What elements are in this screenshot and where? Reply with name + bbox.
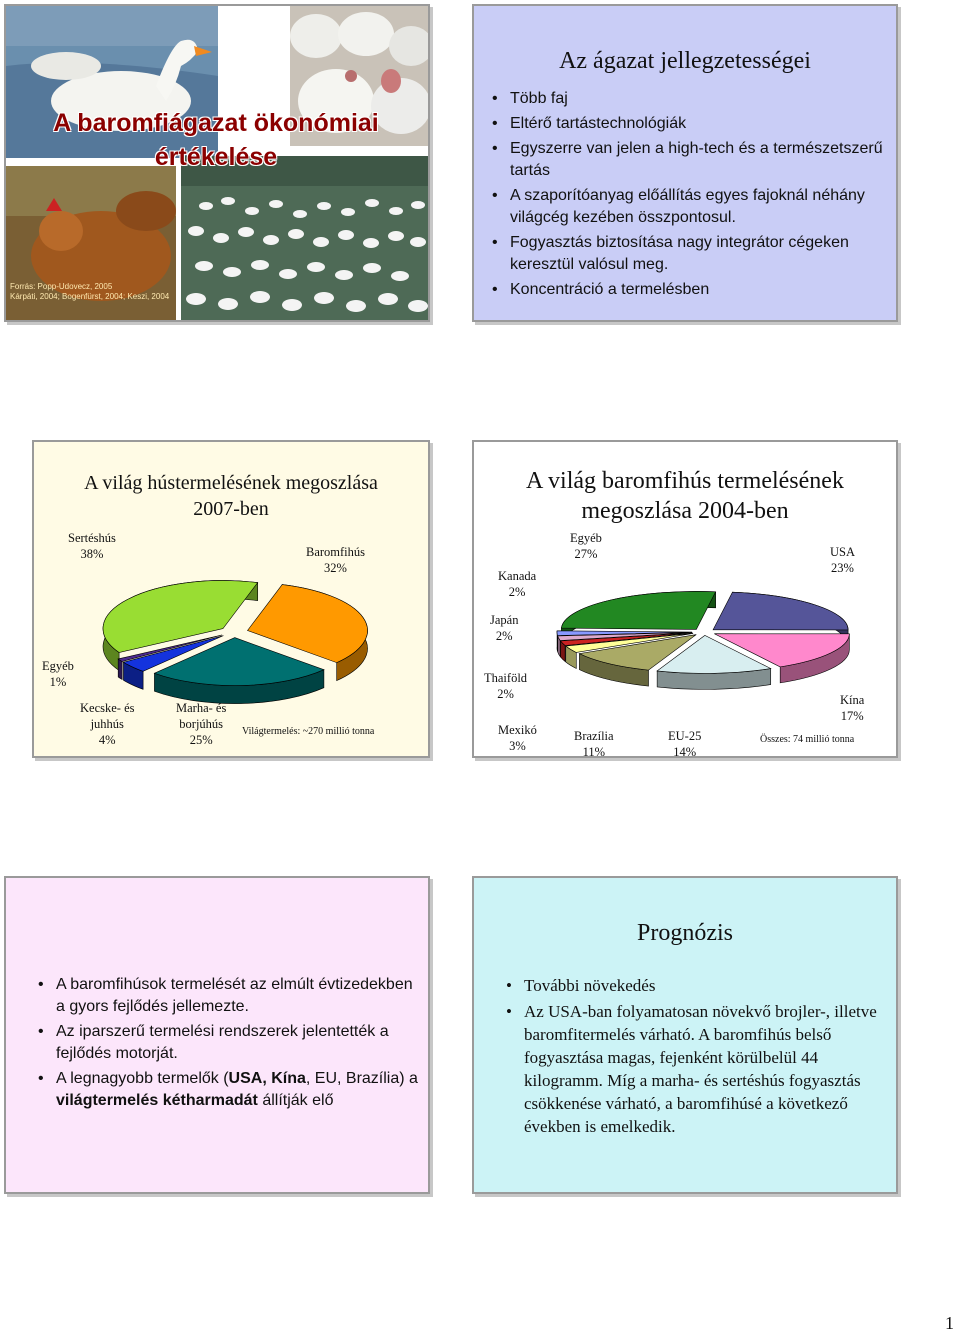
bullet-bold-two-thirds: világtermelés kétharmadát bbox=[56, 1092, 258, 1109]
label-brazilia-pct: 11% bbox=[582, 745, 606, 758]
label-marha-line-2: borjúhús bbox=[179, 717, 224, 731]
label-kecske-pct: 4% bbox=[98, 733, 116, 747]
label-kina-name: Kína bbox=[840, 693, 865, 707]
bullet-item: • Egyszerre van jelen a high-tech és a természetszerű tartás bbox=[488, 138, 888, 182]
label-kanada-pct: 2% bbox=[508, 585, 526, 599]
label-egyeb bbox=[42, 658, 74, 690]
bullet-item: • Az iparszerű termelési rendszerek jelentették a fejlődés motorját. bbox=[34, 1021, 424, 1065]
chart-title-line-2: 2007-ben bbox=[193, 498, 269, 520]
chart-title bbox=[474, 466, 896, 526]
label-usa-name: USA bbox=[830, 545, 856, 559]
label-kina bbox=[840, 692, 864, 724]
bullet-text: A legnagyobb termelők ( bbox=[56, 1070, 229, 1087]
chart-title-line-1: A világ hústermelésének megoszlása bbox=[84, 472, 378, 494]
label-mexiko bbox=[498, 722, 537, 754]
source-line-1: Forrás: Popp-Udovecz, 2005 bbox=[10, 282, 113, 291]
slide-forecast bbox=[472, 876, 898, 1194]
label-egyeb-pct: 1% bbox=[49, 675, 67, 689]
label-baromfi-pct: 32% bbox=[324, 561, 347, 575]
slide-title: Az ágazat jellegzetességei bbox=[559, 48, 811, 74]
chart-title-line-1: A világ baromfihús termelésének bbox=[526, 468, 844, 494]
bullet-item bbox=[34, 1068, 424, 1112]
label-mexiko-name: Mexikó bbox=[498, 723, 537, 737]
bullet-item: • További növekedés bbox=[502, 974, 890, 997]
slide-development bbox=[4, 876, 430, 1194]
label-sertes-pct: 38% bbox=[80, 547, 104, 561]
pie-slice-Egyéb bbox=[561, 591, 715, 629]
label-eu-name: EU-25 bbox=[668, 729, 702, 743]
label-eu bbox=[668, 728, 701, 758]
label-japan-name: Japán bbox=[490, 613, 519, 627]
title-slide-heading bbox=[26, 106, 406, 174]
label-baromfi bbox=[306, 544, 365, 576]
label-kanada bbox=[498, 568, 536, 600]
slide-poultry-production-chart bbox=[472, 440, 898, 758]
slide-meat-production-chart bbox=[32, 440, 430, 758]
bullet-bold-sep: , bbox=[262, 1070, 272, 1087]
source-line-2: Kárpáti, 2004; Bogenfürst, 2004; Keszi, 2004 bbox=[10, 292, 170, 301]
title-line-1: A baromfiágazat ökonómiai bbox=[53, 109, 379, 137]
label-egyeb bbox=[570, 530, 602, 562]
title-line-2: értékelése bbox=[154, 143, 278, 171]
label-marha bbox=[176, 700, 226, 748]
bullet-list bbox=[488, 88, 888, 304]
poultry-pie-chart bbox=[554, 582, 884, 752]
chart-title bbox=[34, 470, 428, 522]
slide-characteristics bbox=[472, 4, 898, 322]
label-sertes bbox=[68, 530, 116, 562]
label-thaifold bbox=[484, 670, 527, 702]
label-japan-pct: 2% bbox=[495, 629, 513, 643]
label-mexiko-pct: 3% bbox=[509, 739, 526, 753]
bullet-item: • Több faj bbox=[488, 88, 888, 110]
bullet-bold-usa: USA bbox=[228, 1070, 263, 1087]
label-usa-pct: 23% bbox=[831, 561, 854, 575]
pie-slice-USA bbox=[713, 592, 848, 630]
label-japan bbox=[490, 612, 518, 644]
label-kecske-line-2: juhhús bbox=[90, 717, 124, 731]
label-brazilia bbox=[574, 728, 614, 758]
bullet-item: • Koncentráció a termelésben bbox=[488, 279, 888, 301]
label-eu-pct: 14% bbox=[673, 745, 697, 758]
bullet-list bbox=[502, 974, 890, 1141]
bullet-list bbox=[34, 974, 424, 1115]
bullet-item: • Fogyasztás biztosítása nagy integrátor cégeken keresztül valósul meg. bbox=[488, 232, 888, 276]
chart-title-line-2: megoszlása 2004-ben bbox=[581, 498, 789, 524]
label-marha-line-1: Marha- és bbox=[176, 701, 227, 715]
label-total-production: Világtermelés: ~270 millió tonna bbox=[242, 726, 375, 737]
label-thaifold-name: Thaiföld bbox=[484, 671, 528, 685]
label-egyeb-name: Egyéb bbox=[42, 659, 74, 673]
label-kanada-name: Kanada bbox=[498, 569, 537, 583]
bullet-item: • Eltérő tartástechnológiák bbox=[488, 113, 888, 135]
bullet-text: , EU, Brazília) a bbox=[305, 1070, 418, 1087]
label-kina-pct: 17% bbox=[840, 709, 864, 723]
slide-title: Prognózis bbox=[637, 920, 733, 946]
bullet-item: • A baromfihúsok termelését az elmúlt évtizedekben a gyors fejlődés jellemezte. bbox=[34, 974, 424, 1018]
label-thaifold-pct: 2% bbox=[497, 687, 514, 701]
label-sertes-name: Sertéshús bbox=[68, 531, 116, 545]
label-baromfi-name: Baromfihús bbox=[306, 545, 366, 559]
label-usa bbox=[830, 544, 855, 576]
label-brazilia-name: Brazília bbox=[574, 729, 614, 743]
bullet-item: • Az USA-ban folyamatosan növekvő brojler-, illetve baromfitermelés várható. A baromfihús belső fogyasztása magas, fejenként körülbelül 44 kilogramm. Míg a marha- és sertéshús fogyasztás csökkenése várható, a baromfihúsé a következő években is emelkedik. bbox=[502, 1000, 890, 1138]
bullet-bold-kina: Kína bbox=[271, 1070, 306, 1087]
label-kecske bbox=[80, 700, 135, 748]
page-number: 1 bbox=[945, 1313, 954, 1333]
bullet-text: állítják elő bbox=[257, 1092, 334, 1109]
label-egyeb-pct: 27% bbox=[574, 547, 598, 561]
bullet-item: • A szaporítóanyag előállítás egyes fajoknál néhány világcég kezében összpontosul. bbox=[488, 185, 888, 229]
label-egyeb-name: Egyéb bbox=[570, 531, 602, 545]
label-kecske-line-1: Kecske- és bbox=[80, 701, 135, 715]
source-note bbox=[10, 282, 169, 302]
label-total-production: Összes: 74 millió tonna bbox=[760, 734, 855, 745]
label-marha-pct: 25% bbox=[189, 733, 213, 747]
slide-title bbox=[4, 4, 430, 322]
pie-slice-side bbox=[118, 659, 122, 680]
